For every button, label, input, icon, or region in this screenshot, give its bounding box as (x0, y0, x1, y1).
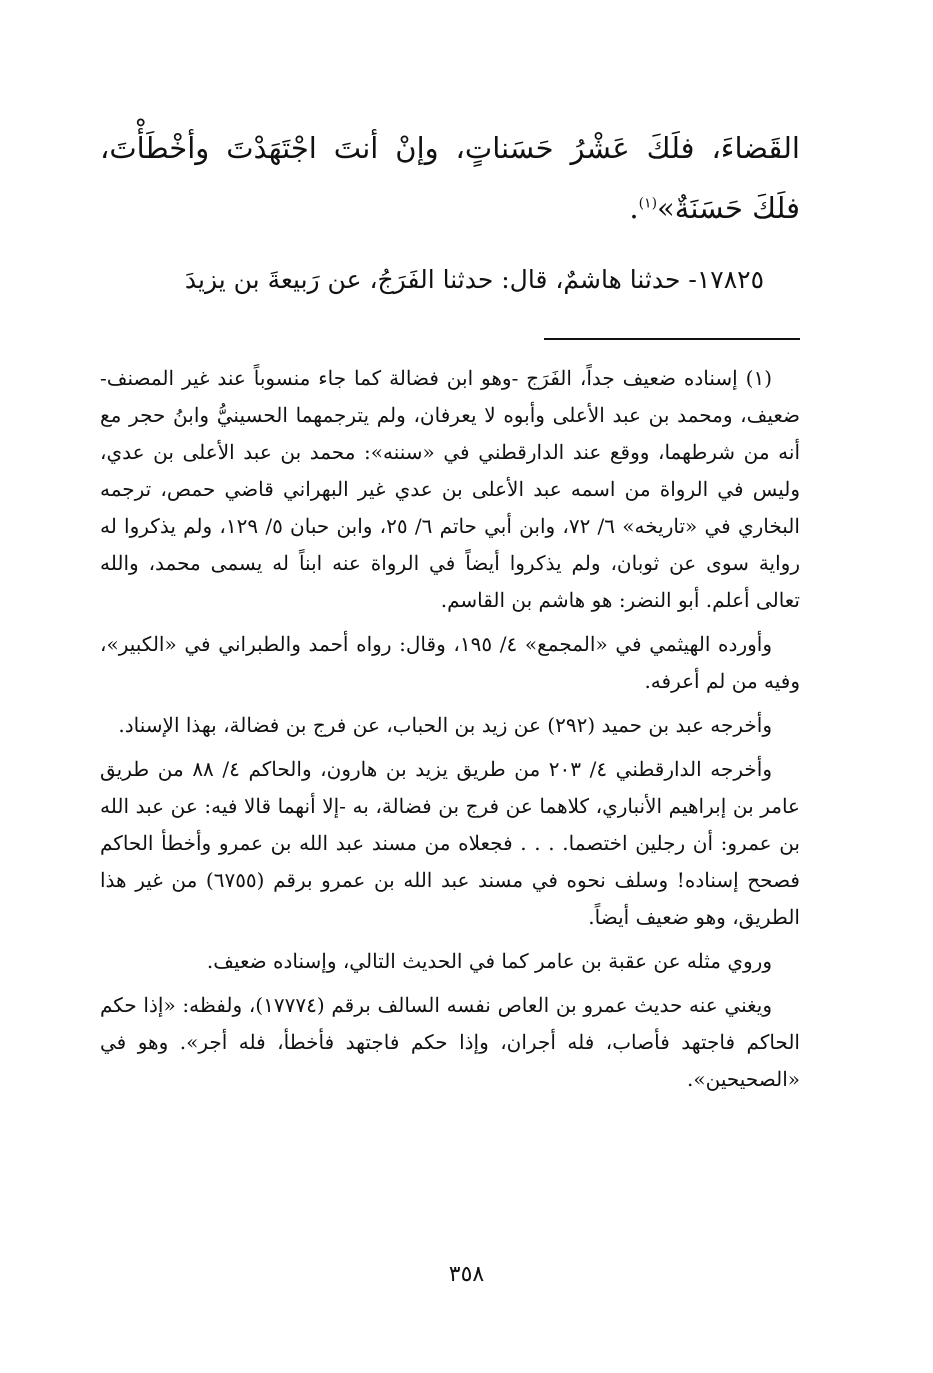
hadith-heading: ١٧٨٢٥- حدثنا هاشمٌ، قال: حدثنا الفَرَجُ، عن رَبيعةَ بن يزيدَ (184, 265, 764, 294)
footnote-paragraph: وأورده الهيثمي في «المجمع» ٤/ ١٩٥، وقال: رواه أحمد والطبراني في «الكبير»، وفيه من لم أعرفه. (100, 632, 800, 693)
hadith-continuation (100, 118, 800, 238)
footnote-paragraph: ويغني عنه حديث عمرو بن العاص نفسه السالف برقم (١٧٧٧٤)، ولفظه: «إذا حكم الحاكم فاجتهد فأصاب، فله أجران، وإذا حكم فاجتهد فأخطأ، فله أجر». وهو في «الصحيحين». (100, 993, 800, 1091)
page-number: ٣٥٨ (448, 1262, 485, 1287)
page-content (100, 118, 800, 1105)
terminal-period: . (629, 191, 639, 225)
footnote-paragraph: وروي مثله عن عقبة بن عامر كما في الحديث التالي، وإسناده ضعيف. (206, 949, 772, 973)
verse-text: القَضاءَ، فلَكَ عَشْرُ حَسَناتٍ، وإنْ أنتَ اجْتَهَدْتَ وأخْطَأْتَ، فلَكَ حَسَنَةٌ» (100, 131, 800, 225)
footnote-reference[interactable]: (١) (638, 195, 658, 212)
footnote-paragraph: وأخرجه الدارقطني ٤/ ٢٠٣ من طريق يزيد بن هارون، والحاكم ٤/ ٨٨ من طريق عامر بن إبراهيم الأنباري، كلاهما عن فرج بن فضالة، به -إلا أنهما قالا فيه: عن عبد الله بن عمرو: أن رجلين اختصما. . . . فجعلاه من مسند عبد الله بن عمرو وأخطأ الحاكم فصحح إسناده! وسلف نحوه في مسند عبد الله بن عمرو برقم (٦٧٥٥) من غير هذا الطريق، وهو ضعيف أيضاً. (100, 757, 800, 929)
footnote-divider (544, 338, 800, 340)
footnote-paragraph: وأخرجه عبد بن حميد (٢٩٢) عن زيد بن الحباب، عن فرج بن فضالة، بهذا الإسناد. (118, 713, 772, 737)
footnote-paragraph: (١) إسناده ضعيف جداً، الفَرَج -وهو ابن فضالة كما جاء منسوباً عند غير المصنف- ضعيف، ومحمد بن عبد الأعلى وأبوه لا يعرفان، ولم يترجمهما الحسينيُّ وابنُ حجر مع أنه من شرطهما، ووقع عند الدارقطني في «سننه»: محمد بن عبد الأعلى بن عدي، وليس في الرواة من اسمه عبد الأعلى بن عدي غير البهراني قاضي حمص، ترجمه البخاري في «تاريخه» ٦/ ٧٢، وابن أبي حاتم ٦/ ٢٥، وابن حبان ٥/ ١٢٩، ولم يذكروا له رواية سوى عن ثوبان، ولم يذكروا أيضاً في الرواة عنه ابناً له يسمى محمد، والله تعالى أعلم. أبو النضر: هو هاشم بن القاسم. (100, 366, 800, 612)
footnotes-section (100, 360, 800, 1098)
